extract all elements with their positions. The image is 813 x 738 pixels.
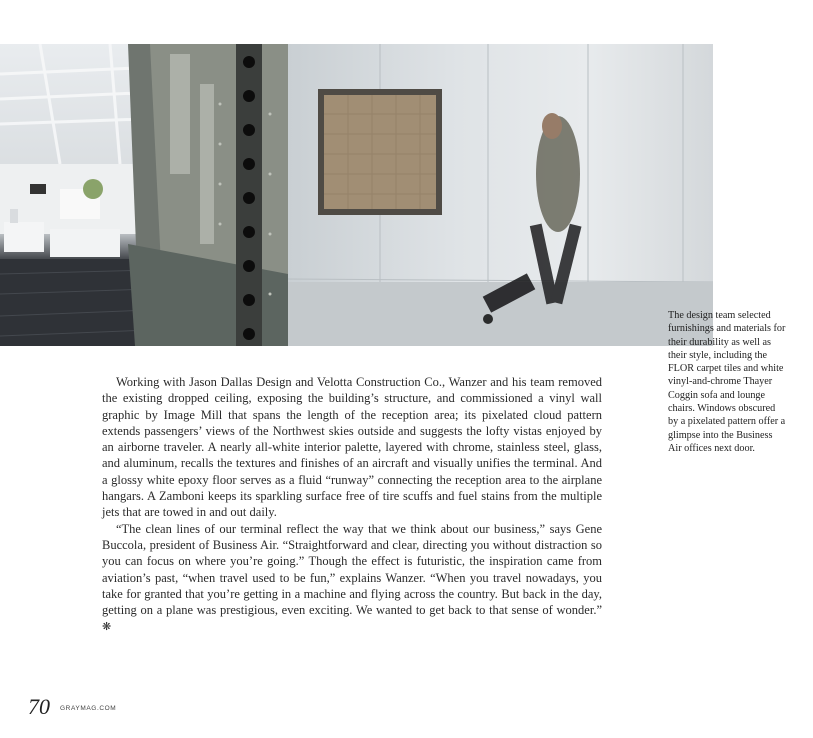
article-paragraph-2-text: “The clean lines of our terminal reflect the way that we think about our business,” says Gene Buccola, president of Business Air. “Straightforward and clear, directing you without distraction so you can focus on where you’re going.” Though the effect is futuristic, the inspiration came from aviation’s past, “when travel used to be fun,” explains Wanzer. “When you travel nowadays, you take for granted that you’re getting in a machine and flying across the country. But back in the day, getting on a plane was prestigious, even exciting. We wanted to get back to that sense of wonder.” (102, 521, 602, 618)
article-paragraph-2 (102, 521, 602, 636)
article-paragraph-1: Working with Jason Dallas Design and Velotta Construction Co., Wanzer and his team removed the existing dropped ceiling, exposing the building’s structure, and commissioned a vinyl wall graphic by Image Mill that spans the length of the reception area; its pixelated cloud pattern extends passengers’ views of the Northwest skies outside and suggests the lofty vistas enjoyed by an airborne traveler. A nearly all-white interior palette, layered with chrome, stainless steel, glass, and aluminum, recalls the textures and finishes of an aircraft and visually unifies the terminal. And a glossy white epoxy floor serves as a fluid “runway” connecting the reception area to the airplane hangars. A Zamboni keeps its sparkling surface free of tire scuffs and fuel stains from the multiple jets that are towed in and out daily. (102, 375, 602, 520)
site-url: GRAYMAG.COM (60, 705, 117, 712)
reception-photo-art (0, 44, 288, 346)
article-body (102, 374, 602, 636)
page-number: 70 (28, 694, 50, 719)
terminal-photo (288, 44, 713, 346)
reception-photo (0, 44, 288, 346)
end-mark-icon: ❋ (102, 621, 112, 634)
photo-caption: The design team selected furnishings and materials for their durability as well as their style, including the FLOR carpet tiles and white vinyl-and-chrome Thayer Coggin sofa and lounge chairs. Windows obscured by a pixelated pattern offer a glimpse into the Business Air offices next door. (668, 310, 786, 454)
terminal-photo-art (288, 44, 713, 346)
